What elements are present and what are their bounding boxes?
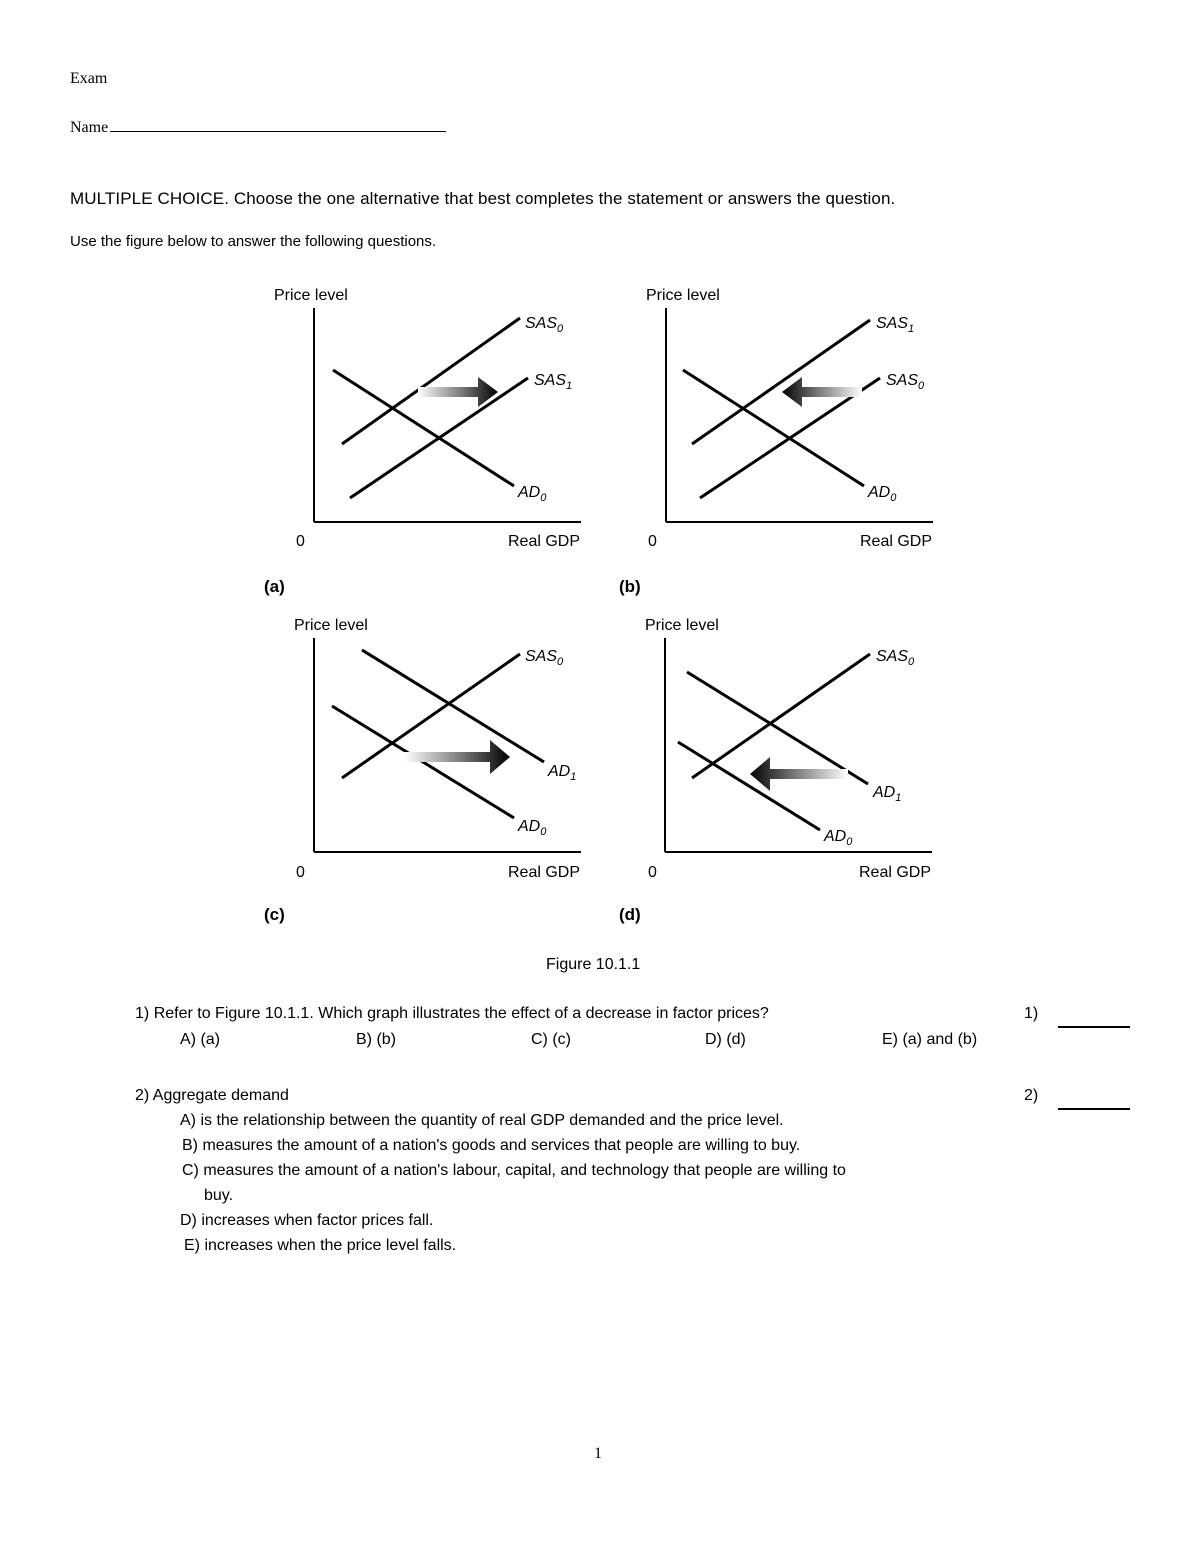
question-1-option-a[interactable]: A) (a) xyxy=(180,1031,220,1048)
question-2-option-c-continued: buy. xyxy=(204,1187,234,1204)
question-1-number: 1) xyxy=(135,1005,150,1022)
panel-b xyxy=(619,287,933,596)
question-1-option-d[interactable]: D) (d) xyxy=(705,1031,746,1048)
panel-a-y-axis-label: Price level xyxy=(274,287,348,304)
panel-b-sas0-label: $SAS_0$ xyxy=(886,372,925,392)
question-2-number: 2) xyxy=(135,1087,150,1104)
panel-d-ad0-label: $AD_0$ xyxy=(824,828,853,848)
panel-b-origin: 0 xyxy=(648,533,657,550)
panel-a xyxy=(264,287,581,596)
page-number: 1 xyxy=(594,1445,602,1462)
panel-d-ad1-curve xyxy=(687,672,868,784)
exam-title: Exam xyxy=(70,70,108,87)
question-1-option-c[interactable]: C) (c) xyxy=(531,1031,571,1048)
panel-a-sas0-curve xyxy=(342,318,520,444)
panel-c-arrow-right-icon xyxy=(404,740,510,774)
panel-b-y-axis-label: Price level xyxy=(646,287,720,304)
panel-d-y-axis-label: Price level xyxy=(645,617,719,634)
panel-a-label: (a) xyxy=(264,577,285,596)
question-2-text: Aggregate demand xyxy=(152,1087,289,1104)
panel-c-sas0-label: $SAS_0$ xyxy=(525,648,564,668)
question-2-option-e[interactable]: E) increases when the price level falls. xyxy=(184,1237,457,1254)
question-1-option-b[interactable]: B) (b) xyxy=(356,1031,396,1048)
panel-c-origin: 0 xyxy=(296,864,305,881)
panel-d-origin: 0 xyxy=(648,864,657,881)
panel-b-arrow-left-icon xyxy=(782,377,862,407)
panel-a-sas1-label: $SAS_1$ xyxy=(534,372,573,392)
question-1-stem xyxy=(135,1005,769,1023)
question-2-option-d[interactable]: D) increases when factor prices fall. xyxy=(180,1212,434,1229)
panel-a-sas0-label: $SAS_0$ xyxy=(525,315,564,335)
panel-c-y-axis-label: Price level xyxy=(294,617,368,634)
name-label: Name xyxy=(70,119,109,136)
panel-d-label: (d) xyxy=(619,905,641,924)
question-2-answer-blank[interactable] xyxy=(1058,1108,1130,1110)
panel-a-ad0-label: $AD_0$ xyxy=(518,484,547,504)
question-2-option-a[interactable]: A) is the relationship between the quantity of real GDP demanded and the price level. xyxy=(180,1112,784,1129)
question-1-text: Refer to Figure 10.1.1. Which graph illustrates the effect of a decrease in factor prices? xyxy=(153,1005,769,1022)
panel-d-sas0-curve xyxy=(692,654,870,778)
panel-d xyxy=(619,617,932,924)
panel-d-ad0-curve xyxy=(678,742,820,830)
panel-b-sas1-curve xyxy=(692,320,870,444)
panel-b-label: (b) xyxy=(619,577,641,596)
figure-instructions: Use the figure below to answer the following questions. xyxy=(70,233,437,250)
panel-d-ad1-label: $AD_1$ xyxy=(873,784,902,804)
panel-d-sas0-label: $SAS_0$ xyxy=(876,648,915,668)
figure-caption: Figure 10.1.1 xyxy=(546,956,641,973)
panel-c-ad0-label: $AD_0$ xyxy=(518,818,547,838)
question-2-stem xyxy=(135,1087,289,1105)
panel-b-ad0-label: $AD_0$ xyxy=(868,484,897,504)
question-1-option-e[interactable]: E) (a) and (b) xyxy=(882,1031,978,1048)
question-2-option-b[interactable]: B) measures the amount of a nation's goods and services that people are willing to buy. xyxy=(182,1137,801,1154)
question-2-margin-number: 2) xyxy=(1024,1087,1039,1104)
panel-b-x-axis-label: Real GDP xyxy=(860,533,933,550)
panel-c-x-axis-label: Real GDP xyxy=(508,864,581,881)
panel-b-sas1-label: $SAS_1$ xyxy=(876,315,915,335)
section-instructions: MULTIPLE CHOICE. Choose the one alternative that best completes the statement or answers the question. xyxy=(70,189,896,208)
question-1-margin-number: 1) xyxy=(1024,1005,1039,1022)
panel-c xyxy=(264,617,581,924)
question-2-option-c[interactable]: C) measures the amount of a nation's labour, capital, and technology that people are willing to xyxy=(182,1162,846,1179)
panel-c-label: (c) xyxy=(264,905,285,924)
question-1-answer-blank[interactable] xyxy=(1058,1026,1130,1028)
panel-d-x-axis-label: Real GDP xyxy=(859,864,932,881)
panel-a-origin: 0 xyxy=(296,533,305,550)
panel-a-x-axis-label: Real GDP xyxy=(508,533,581,550)
panel-c-ad1-label: $AD_1$ xyxy=(548,763,577,783)
